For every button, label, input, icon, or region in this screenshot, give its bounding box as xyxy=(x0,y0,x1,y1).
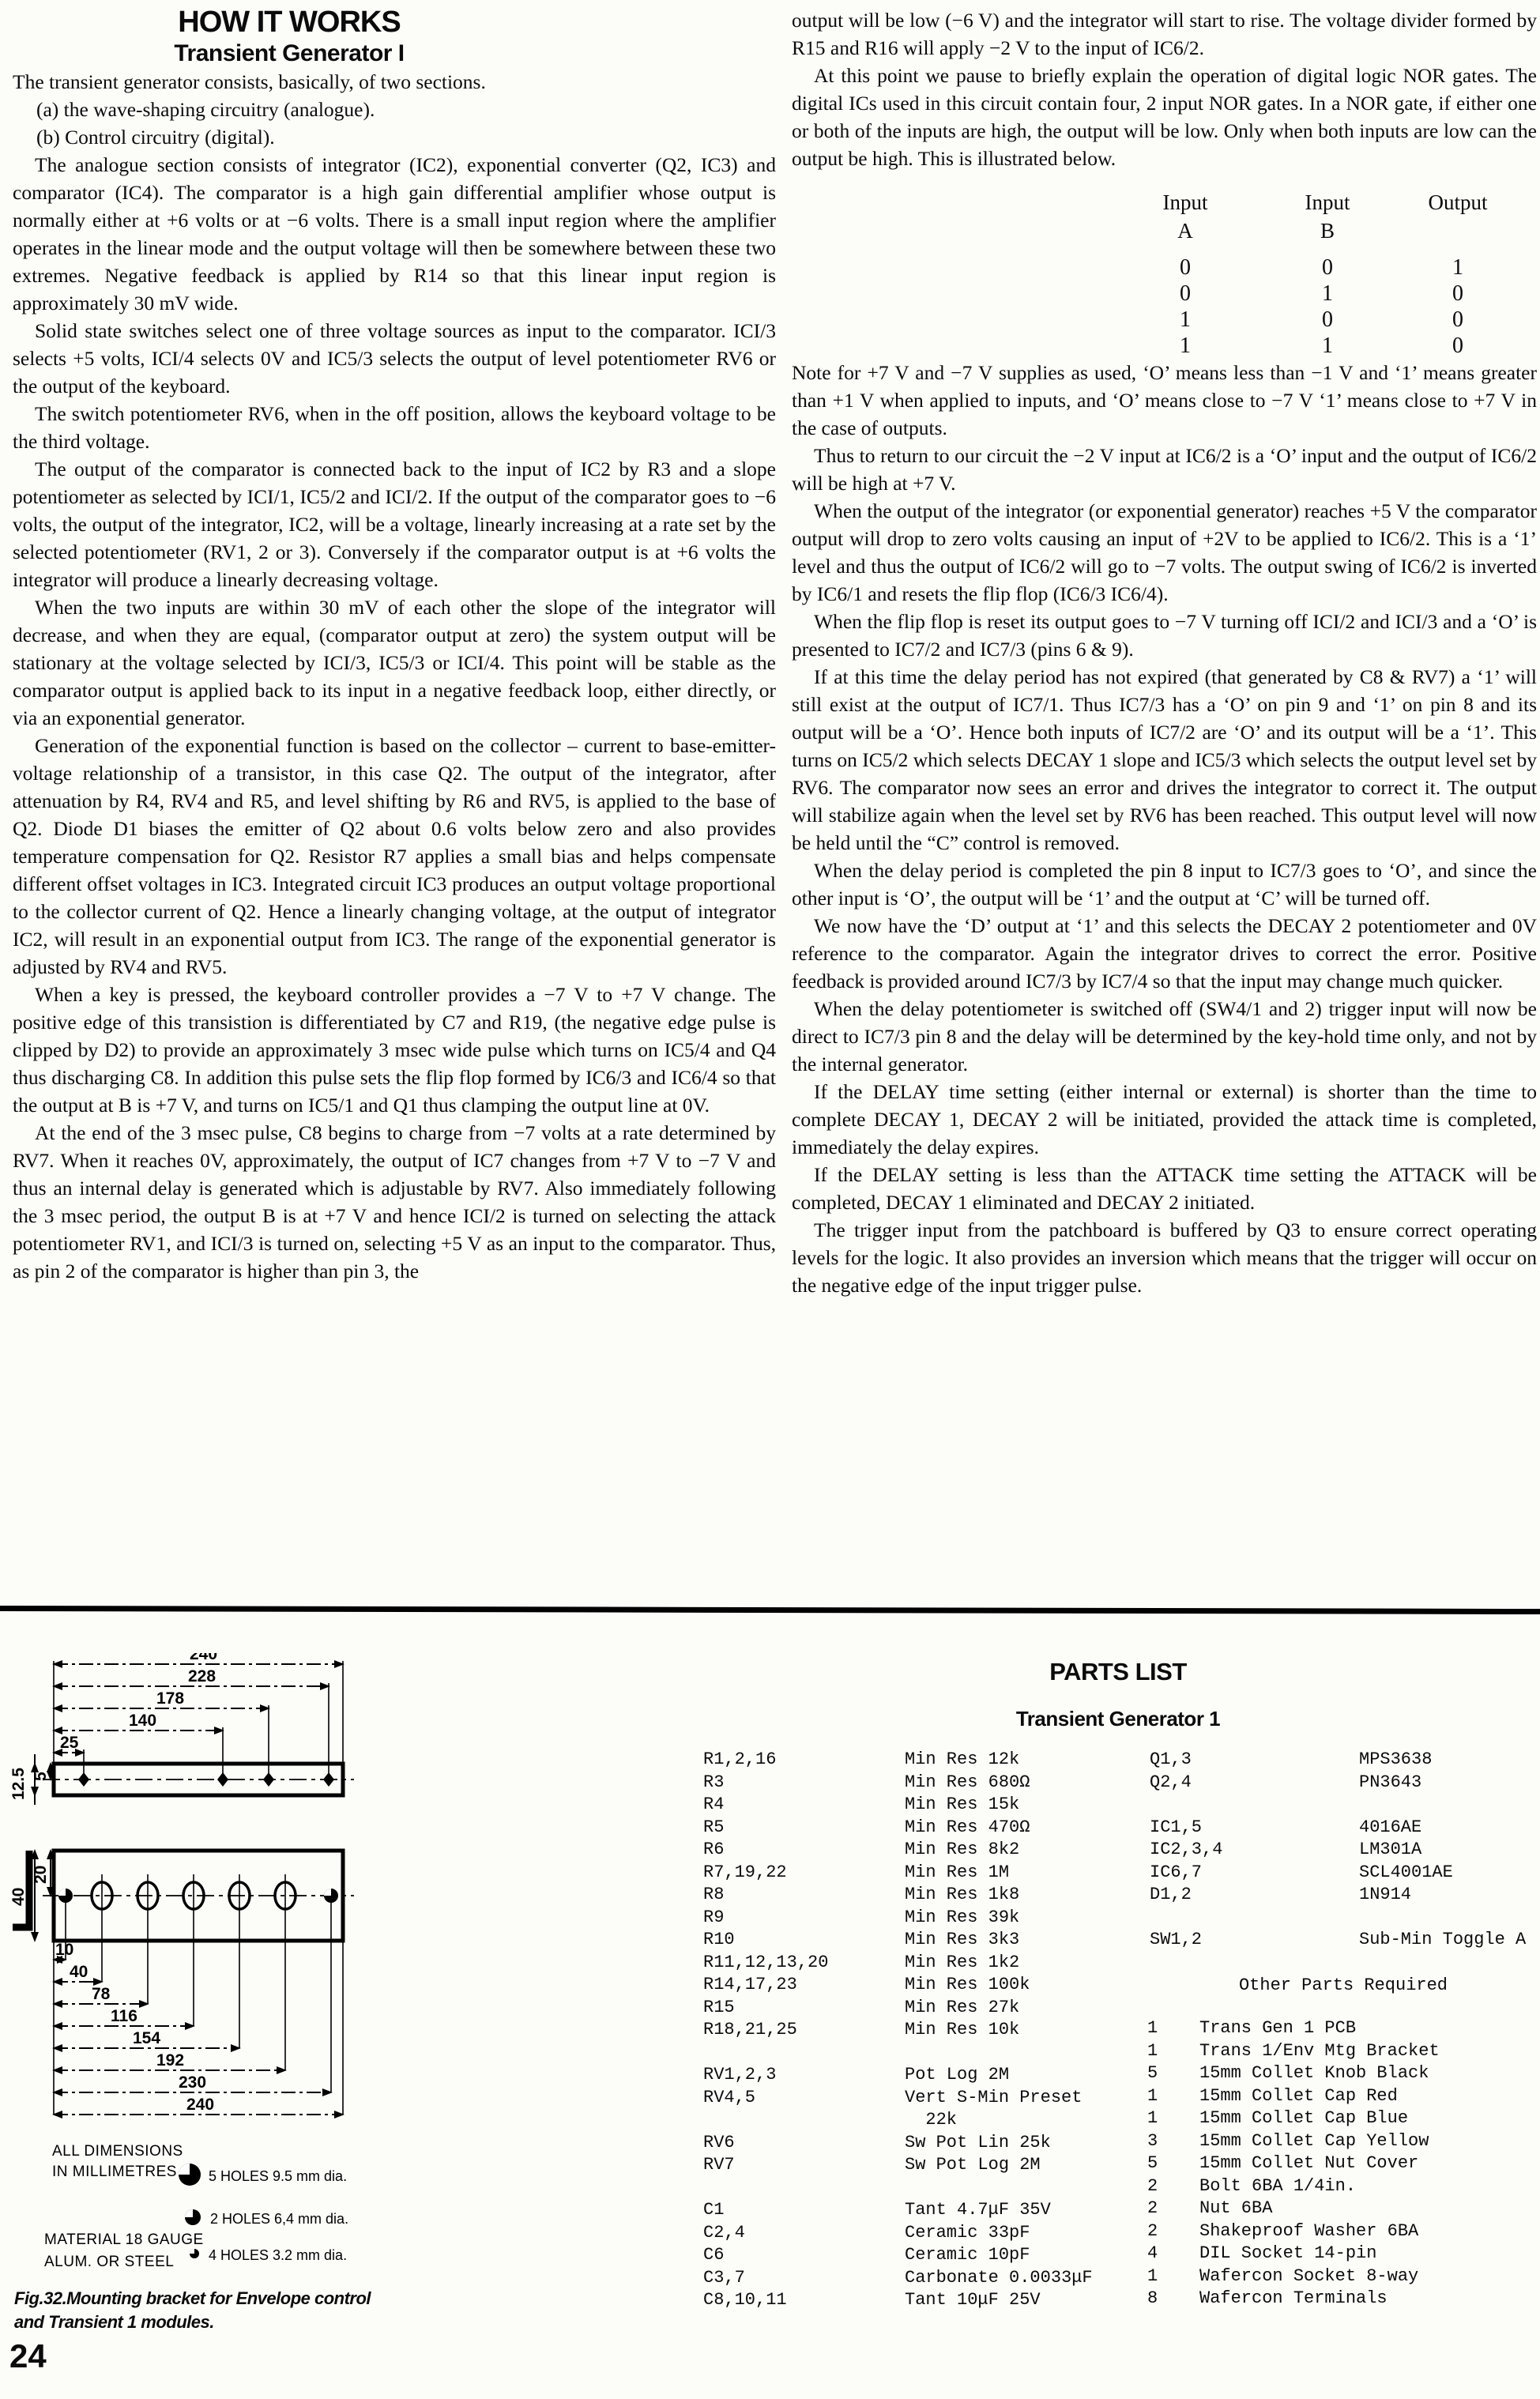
truth-table-note: Note for +7 V and −7 V supplies as used, ‘O’ means less than −1 V and ‘1’ means greater than +1 V when applied to inputs, and ‘O’ means close to −7 V ‘1’ means close to +7 V in the case of outputs. xyxy=(792,361,1537,439)
part-qty: 1 xyxy=(1147,2018,1158,2038)
part-qty: 2 xyxy=(1147,2175,1158,2196)
part-desc: 4016AE xyxy=(1359,1817,1422,1837)
parts-row xyxy=(703,2290,1093,2313)
other-parts-header: Other Parts Required xyxy=(1238,1975,1448,1995)
parts-list-title: PARTS LIST xyxy=(1049,1658,1187,1685)
truth-sub-b: B xyxy=(1320,219,1335,243)
parts-row xyxy=(703,2020,1093,2043)
hole-9.5mm-icon xyxy=(179,2164,201,2186)
dim-240b: 240 xyxy=(186,2096,215,2114)
part-desc: 15mm Collet Knob Black xyxy=(1199,2063,1429,2083)
other-parts-row xyxy=(1147,2131,1440,2154)
dim-154: 154 xyxy=(133,2029,161,2047)
legend-3.2mm-label: 4 HOLES 3.2 mm dia. xyxy=(209,2247,348,2263)
part-ref: C1 xyxy=(703,2200,725,2220)
mounting-bracket-figure xyxy=(6,1653,717,2289)
truth-table-row: 1 1 0 xyxy=(1180,333,1463,358)
part-ref: SW1,2 xyxy=(1150,1930,1203,1949)
part-desc: Trans Gen 1 PCB xyxy=(1199,2018,1357,2038)
dim-78: 78 xyxy=(92,1985,111,2003)
part-desc: Carbonate 0.0033μF xyxy=(905,2267,1093,2288)
part-qty: 5 xyxy=(1147,2153,1158,2173)
left-column xyxy=(13,5,776,1285)
part-desc: Min Res 470Ω xyxy=(905,1817,1030,1837)
truth-col-header: Output xyxy=(1428,190,1488,214)
part-ref: RV6 xyxy=(703,2132,735,2152)
part-ref: D1,2 xyxy=(1150,1885,1192,1904)
top-dimension-labels xyxy=(60,1653,217,1752)
part-desc: Min Res 15k xyxy=(905,1795,1020,1814)
other-parts-row xyxy=(1147,2018,1440,2041)
other-parts-row xyxy=(1147,2221,1440,2244)
paragraph: If at this time the delay period has not expired (that generated by C8 & RV7) a ‘1’ will still exist at the output of IC7/1. Thus IC7/3 has a ‘O’ on pin 9 and ‘1’ on pin 8 and its output will be a ‘O’. Hence both inputs of IC7/2 are ‘O’ and its output will be a ‘1’. This turns on IC5/2 which selects DECAY 1 slope and IC5/3 which selects the output level set by RV6. The comparator now sees an error and drives the integrator to correct it. The output will stabilize again when the level set by RV6 has been reached. This output level will now be held until the “C” control is removed. xyxy=(792,665,1537,854)
material-note-line1: MATERIAL 18 GAUGE xyxy=(44,2231,204,2248)
part-ref: C6 xyxy=(703,2245,725,2265)
part-qty: 2 xyxy=(1147,2198,1158,2218)
parts-row xyxy=(703,2133,1093,2156)
part-qty: 5 xyxy=(1147,2063,1158,2083)
part-desc: Vert S-Min Preset xyxy=(905,2087,1083,2107)
legend-6.4mm-label: 2 HOLES 6,4 mm dia. xyxy=(210,2211,349,2227)
figure-notes xyxy=(44,2143,204,2270)
part-ref: RV1,2,3 xyxy=(703,2065,777,2085)
part-ref: IC2,3,4 xyxy=(1150,1840,1223,1859)
part-desc: 15mm Collet Nut Cover xyxy=(1199,2153,1419,2173)
part-desc: Tant 10μF 25V xyxy=(905,2290,1041,2310)
parts-row xyxy=(1150,1885,1526,1908)
paragraph: The switch potentiometer RV6, when in the off position, allows the keyboard voltage to be the third voltage. xyxy=(13,402,776,453)
parts-list-passive xyxy=(703,1749,1093,2313)
list-item-a: (a) the wave-shaping circuitry (analogue). xyxy=(36,98,375,121)
material-note-line2: ALUM. OR STEEL xyxy=(44,2254,175,2270)
parts-row xyxy=(703,1908,1093,1930)
part-desc: Min Res 10k xyxy=(905,2020,1020,2039)
part-ref: Q2,4 xyxy=(1150,1772,1192,1792)
parts-row xyxy=(1150,1817,1526,1840)
other-parts-row xyxy=(1147,2266,1440,2289)
dim-228: 228 xyxy=(188,1667,217,1685)
other-parts-row xyxy=(1147,2153,1440,2176)
paragraph: When the delay potentiometer is switched off (SW4/1 and 2) trigger input will now be direct to IC7/3 pin 8 and the delay will be determined by the key-hold time only, and not by the internal generator. xyxy=(792,997,1537,1075)
article-title: HOW IT WORKS xyxy=(178,6,401,39)
dim-25: 25 xyxy=(60,1734,79,1752)
part-desc: Min Res 1k8 xyxy=(905,1885,1020,1904)
paragraph: output will be low (−6 V) and the integrator will start to rise. The voltage divider formed by R15 and R16 will apply −2 V to the input of IC6/2. xyxy=(792,9,1537,59)
dim-12-5: 12.5 xyxy=(9,1768,28,1800)
section-divider xyxy=(0,1606,1540,1614)
part-desc: 15mm Collet Cap Red xyxy=(1199,2085,1398,2106)
other-parts-row xyxy=(1147,2198,1440,2221)
part-qty: 1 xyxy=(1147,2265,1158,2286)
dim-40-height: 40 xyxy=(9,1887,28,1906)
parts-row xyxy=(1150,1795,1526,1817)
parts-row xyxy=(703,1885,1093,1908)
paragraph: If the DELAY time setting (either internal or external) is shorter than the time to complete DECAY 1, DECAY 2 will be initiated, provided the attack time is completed, immediately the delay expires. xyxy=(792,1080,1537,1158)
part-ref: R5 xyxy=(703,1817,725,1837)
parts-row xyxy=(703,2223,1093,2246)
paragraph: When a key is pressed, the keyboard controller provides a −7 V to +7 V change. The positive edge of this transistion is differentiated by C7 and R19, (the negative edge pulse is clipped by D2) to provide an approximately 3 msec wide pulse which turns on IC5/4 and Q4 thus discharging C8. In addition this pulse sets the flip flop formed by IC6/3 and IC6/4 so that the output at B is +7 V, and turns on IC5/1 and Q1 thus clamping the output line at 0V. xyxy=(13,983,776,1117)
figure-caption: Fig.32.Mounting bracket for Envelope control and Transient 1 modules. xyxy=(14,2288,371,2332)
part-desc: Sub-Min Toggle A xyxy=(1359,1930,1527,1949)
part-ref: C2,4 xyxy=(703,2222,745,2243)
part-qty: 4 xyxy=(1147,2243,1158,2263)
other-parts-row xyxy=(1147,2086,1440,2109)
parts-row xyxy=(703,2043,1093,2066)
paragraph: At this point we pause to briefly explain the operation of digital logic NOR gates. The digital ICs used in this circuit contain four, 2 input NOR gates. In a NOR gate, if either one or both of the inputs are high, the output will be low. Only when both inputs are low can the output be high. This is illustrated below. xyxy=(792,64,1537,170)
part-qty: 8 xyxy=(1147,2288,1158,2308)
parts-row xyxy=(703,1772,1093,1795)
parts-row xyxy=(703,2155,1093,2178)
truth-sub-a: A xyxy=(1177,219,1193,243)
truth-col-header: Input xyxy=(1305,190,1350,214)
part-ref: RV7 xyxy=(703,2155,735,2175)
paragraph: At the end of the 3 msec pulse, C8 begins to charge from −7 volts at a rate determined by RV7. When it reaches 0V, approximately, the output of IC7 changes from +7 V to −7 V and thus an internal delay is generated which is adjustable by RV7. Also immediately following the 3 msec period, the output B is at +7 V and hence ICI/2 is turned on selecting the attack potentiometer RV1, and ICI/3 is turned on, selecting +5 V as an input to the comparator. Thus, as pin 2 of the comparator is higher than pin 3, the xyxy=(13,1121,776,1282)
parts-row xyxy=(1150,1862,1526,1885)
truth-table-row: 0 1 0 xyxy=(1180,281,1463,306)
parts-row xyxy=(1150,1772,1526,1795)
part-desc: PN3643 xyxy=(1359,1772,1422,1792)
paragraph: When the output of the integrator (or exponential generator) reaches +5 V the comparator output will drop to zero volts causing an input of +2V to be applied to IC6/2. This is a ‘1’ level and thus the output of IC6/2 will go to −7 volts. The output swing of IC6/2 is inverted by IC6/1 and resets the flip flop (IC6/3 IC6/4). xyxy=(792,499,1537,605)
part-ref: IC6,7 xyxy=(1150,1862,1203,1882)
paragraph: When the two inputs are within 30 mV of each other the slope of the integrator will decrease, and when they are equal, (comparator output at zero) the system output will be stationary at the voltage selected by ICI/3, IC5/3 or ICI/4. This point will be stable as the comparator output is applied back to its input in a negative feedback loop, either directly, or via an exponential generator. xyxy=(13,596,776,729)
other-parts-row xyxy=(1147,2041,1440,2064)
part-desc: Min Res 1k2 xyxy=(905,1952,1020,1972)
part-ref: R14,17,23 xyxy=(703,1975,797,1994)
other-parts-list xyxy=(1147,2018,1440,2311)
legend-9.5mm-label: 5 HOLES 9.5 mm dia. xyxy=(209,2168,348,2184)
part-desc: 15mm Collet Cap Yellow xyxy=(1199,2130,1429,2151)
other-parts-row xyxy=(1147,2176,1440,2199)
part-ref: R11,12,13,20 xyxy=(703,1952,829,1972)
dim-10: 10 xyxy=(55,1941,74,1959)
part-qty: 1 xyxy=(1147,2040,1158,2061)
list-item-b: (b) Control circuitry (digital). xyxy=(36,126,275,149)
parts-row xyxy=(703,2110,1093,2133)
dim-20: 20 xyxy=(32,1865,50,1884)
paragraph: Solid state switches select one of three voltage sources as input to the comparator. ICI/3 selects +5 volts, ICI/4 selects 0V and IC5/3 selects the output of level potentiometer RV6 or the output of the keyboard. xyxy=(13,319,776,397)
parts-row xyxy=(703,1998,1093,2021)
dim-192: 192 xyxy=(156,2051,185,2069)
part-desc: Wafercon Socket 8-way xyxy=(1199,2265,1419,2286)
part-ref: R4 xyxy=(703,1795,725,1814)
part-ref: C8,10,11 xyxy=(703,2290,787,2310)
bracket-drawing xyxy=(6,1653,717,2285)
part-ref: R9 xyxy=(703,1907,725,1927)
page-number: 24 xyxy=(9,2337,47,2375)
paragraph: When the delay period is completed the pin 8 input to IC7/3 goes to ‘O’, and since the other input is ‘O’, the output will be ‘1’ and the output at ‘C’ will be turned off. xyxy=(792,859,1537,910)
part-ref: R3 xyxy=(703,1772,725,1792)
paragraph: Generation of the exponential function is based on the collector – current to base-emitter-voltage relationship of a transistor, in this case Q2. The output of the integrator, after attenuation by R4, RV4 and R5, and level shifting by R6 and RV5, is applied to the base of Q2. Diode D1 biases the emitter of Q2 about 0.6 volts below zero and also provides temperature compensation for Q2. Resistor R7 applies a small bias and helps compensate different offset voltages in IC3. Integrated circuit IC3 produces an output voltage proportional to the collector current of Q2. Hence a linearly changing voltage, at the output of integrator IC2, will result in an exponential output from IC3. The range of the exponential generator is adjusted by RV4 and RV5. xyxy=(13,734,776,978)
other-parts-row xyxy=(1147,2108,1440,2131)
part-desc: Tant 4.7μF 35V xyxy=(905,2200,1051,2220)
part-ref: R6 xyxy=(703,1840,725,1859)
part-desc: Sw Pot Log 2M xyxy=(905,2155,1041,2175)
part-ref: Q1,3 xyxy=(1150,1749,1192,1769)
part-desc: Ceramic 10pF xyxy=(905,2245,1030,2265)
parts-row xyxy=(1150,1840,1526,1862)
part-qty: 1 xyxy=(1147,2108,1158,2128)
paragraph: We now have the ‘D’ output at ‘1’ and this selects the DECAY 2 potentiometer and 0V reference to the comparator. Again the integrator drives to correct the error. Positive feedback is provided around IC7/3 by IC7/4 so that the input may change much quicker. xyxy=(792,914,1537,992)
part-ref: RV4,5 xyxy=(703,2087,756,2107)
dim-40: 40 xyxy=(70,1963,88,1981)
part-desc: Min Res 39k xyxy=(905,1907,1020,1927)
dim-240: 240 xyxy=(190,1653,218,1663)
dim-230: 230 xyxy=(179,2073,207,2092)
dim-5: 5 xyxy=(32,1772,50,1781)
hole-legend xyxy=(179,2164,348,2263)
paragraph: The trigger input from the patchboard is buffered by Q3 to ensure correct operating levels for the logic. It also provides an inversion which means that the trigger will occur on the negative edge of the input trigger pulse. xyxy=(792,1218,1537,1297)
part-desc: Min Res 8k2 xyxy=(905,1840,1020,1859)
hole-3.2mm-icon xyxy=(190,2249,199,2258)
part-ref: R7,19,22 xyxy=(703,1862,787,1882)
part-qty: 2 xyxy=(1147,2220,1158,2241)
parts-row xyxy=(703,1953,1093,1975)
nor-truth-table xyxy=(1114,188,1525,359)
part-desc: Min Res 680Ω xyxy=(905,1772,1030,1792)
part-ref: R8 xyxy=(703,1885,725,1904)
other-parts-row xyxy=(1147,2243,1440,2266)
part-desc: Wafercon Terminals xyxy=(1199,2288,1388,2308)
part-desc: Min Res 100k xyxy=(905,1975,1030,1994)
parts-row xyxy=(703,2178,1093,2201)
bracket-face-view xyxy=(9,1851,354,2115)
parts-list-subtitle: Transient Generator 1 xyxy=(1015,1707,1221,1731)
paragraph: If the DELAY setting is less than the ATTACK time setting the ATTACK will be completed, DECAY 1 eliminated and DECAY 2 initiated. xyxy=(792,1163,1537,1214)
bracket-side-view xyxy=(9,1653,354,1805)
part-ref: R18,21,25 xyxy=(703,2020,797,2039)
parts-row xyxy=(703,2065,1093,2088)
paragraph: The output of the comparator is connected back to the input of IC2 by R3 and a slope potentiometer as selected by ICI/1, IC5/2 and ICI/2. If the output of the comparator goes to −6 volts, the output of the integrator, IC2, will be a voltage, linearly increasing at a rate set by the selected potentiometer (RV1, 2 or 3). Conversely if the comparator output is at +6 volts the integrator will produce a linearly decreasing voltage. xyxy=(13,458,776,591)
parts-row xyxy=(703,2200,1093,2223)
part-desc: SCL4001AE xyxy=(1359,1862,1453,1882)
part-ref: R1,2,16 xyxy=(703,1749,777,1769)
dim-140: 140 xyxy=(129,1712,157,1730)
part-desc: Shakeproof Washer 6BA xyxy=(1199,2220,1419,2241)
article-title-block xyxy=(13,5,566,68)
part-desc: 1N914 xyxy=(1359,1885,1412,1904)
truth-col-header: Input xyxy=(1162,190,1208,214)
part-desc: 22k xyxy=(905,2110,958,2130)
truth-table-row: 0 0 1 xyxy=(1180,255,1463,280)
parts-row xyxy=(703,1930,1093,1953)
dimensions-note-line2: IN MILLIMETRES xyxy=(52,2164,177,2180)
parts-row xyxy=(1150,1930,1526,1953)
part-desc: Min Res 27k xyxy=(905,1997,1020,2017)
part-ref: R15 xyxy=(703,1997,735,2017)
truth-table-subheader xyxy=(1114,217,1525,245)
paragraph: The analogue section consists of integrator (IC2), exponential converter (Q2, IC3) and comparator (IC4). The comparator is a high gain differential amplifier whose output is normally either at +6 volts or at −6 volts. There is a small input region where the amplifier operates in the linear mode and the output voltage will then be somewhere between these two extremes. Negative feedback is applied by R14 so that this linear input region is approximately 30 mV wide. xyxy=(13,153,776,314)
part-desc: 15mm Collet Cap Blue xyxy=(1199,2108,1409,2128)
part-ref: C3,7 xyxy=(703,2267,745,2288)
bottom-dimension-labels xyxy=(55,1941,214,2114)
dim-178: 178 xyxy=(156,1689,185,1708)
hole-6.4mm-icon xyxy=(185,2209,201,2225)
part-ref: R10 xyxy=(703,1930,735,1949)
parts-row xyxy=(703,1749,1093,1772)
part-qty: 3 xyxy=(1147,2130,1158,2151)
part-desc: Bolt 6BA 1/4in. xyxy=(1199,2175,1357,2196)
right-column xyxy=(792,6,1537,1299)
part-desc: Sw Pot Lin 25k xyxy=(905,2132,1051,2152)
part-desc: Trans 1/Env Mtg Bracket xyxy=(1199,2040,1440,2061)
parts-row xyxy=(703,1862,1093,1885)
parts-row xyxy=(703,2268,1093,2291)
part-desc: MPS3638 xyxy=(1359,1749,1433,1769)
parts-list-semiconductors xyxy=(1150,1749,1526,1953)
part-desc: Min Res 12k xyxy=(905,1749,1020,1769)
part-desc: LM301A xyxy=(1359,1840,1422,1859)
part-qty: 1 xyxy=(1147,2085,1158,2106)
parts-row xyxy=(1150,1908,1526,1930)
paragraph: Thus to return to our circuit the −2 V input at IC6/2 is a ‘O’ input and the output of IC6/2 will be high at +7 V. xyxy=(792,444,1537,495)
part-desc: Ceramic 33pF xyxy=(905,2222,1030,2243)
paragraph: The transient generator consists, basically, of two sections. xyxy=(13,70,486,93)
part-ref: IC1,5 xyxy=(1150,1817,1203,1837)
article-subtitle: Transient Generator I xyxy=(174,40,405,66)
part-desc: DIL Socket 14-pin xyxy=(1199,2243,1377,2263)
paragraph: When the flip flop is reset its output goes to −7 V turning off ICI/2 and ICI/3 and a ‘O’ is presented to IC7/2 and IC7/3 (pins 6 & 9). xyxy=(792,610,1537,661)
parts-row xyxy=(703,1840,1093,1862)
dim-116: 116 xyxy=(111,2007,137,2025)
parts-row xyxy=(1150,1749,1526,1772)
parts-row xyxy=(703,1975,1093,1998)
part-desc: Pot Log 2M xyxy=(905,2065,1010,2085)
other-parts-row xyxy=(1147,2063,1440,2086)
part-desc: Min Res 3k3 xyxy=(905,1930,1020,1949)
dimensions-note-line1: ALL DIMENSIONS xyxy=(52,2143,183,2160)
part-desc: Nut 6BA xyxy=(1199,2198,1273,2218)
part-desc: Min Res 1M xyxy=(905,1862,1010,1882)
truth-table-header xyxy=(1114,188,1525,217)
truth-table-row: 1 0 0 xyxy=(1180,307,1463,332)
parts-row xyxy=(703,1817,1093,1840)
other-parts-row xyxy=(1147,2288,1440,2311)
parts-row xyxy=(703,1795,1093,1817)
parts-row xyxy=(703,2245,1093,2268)
parts-row xyxy=(703,2088,1093,2111)
